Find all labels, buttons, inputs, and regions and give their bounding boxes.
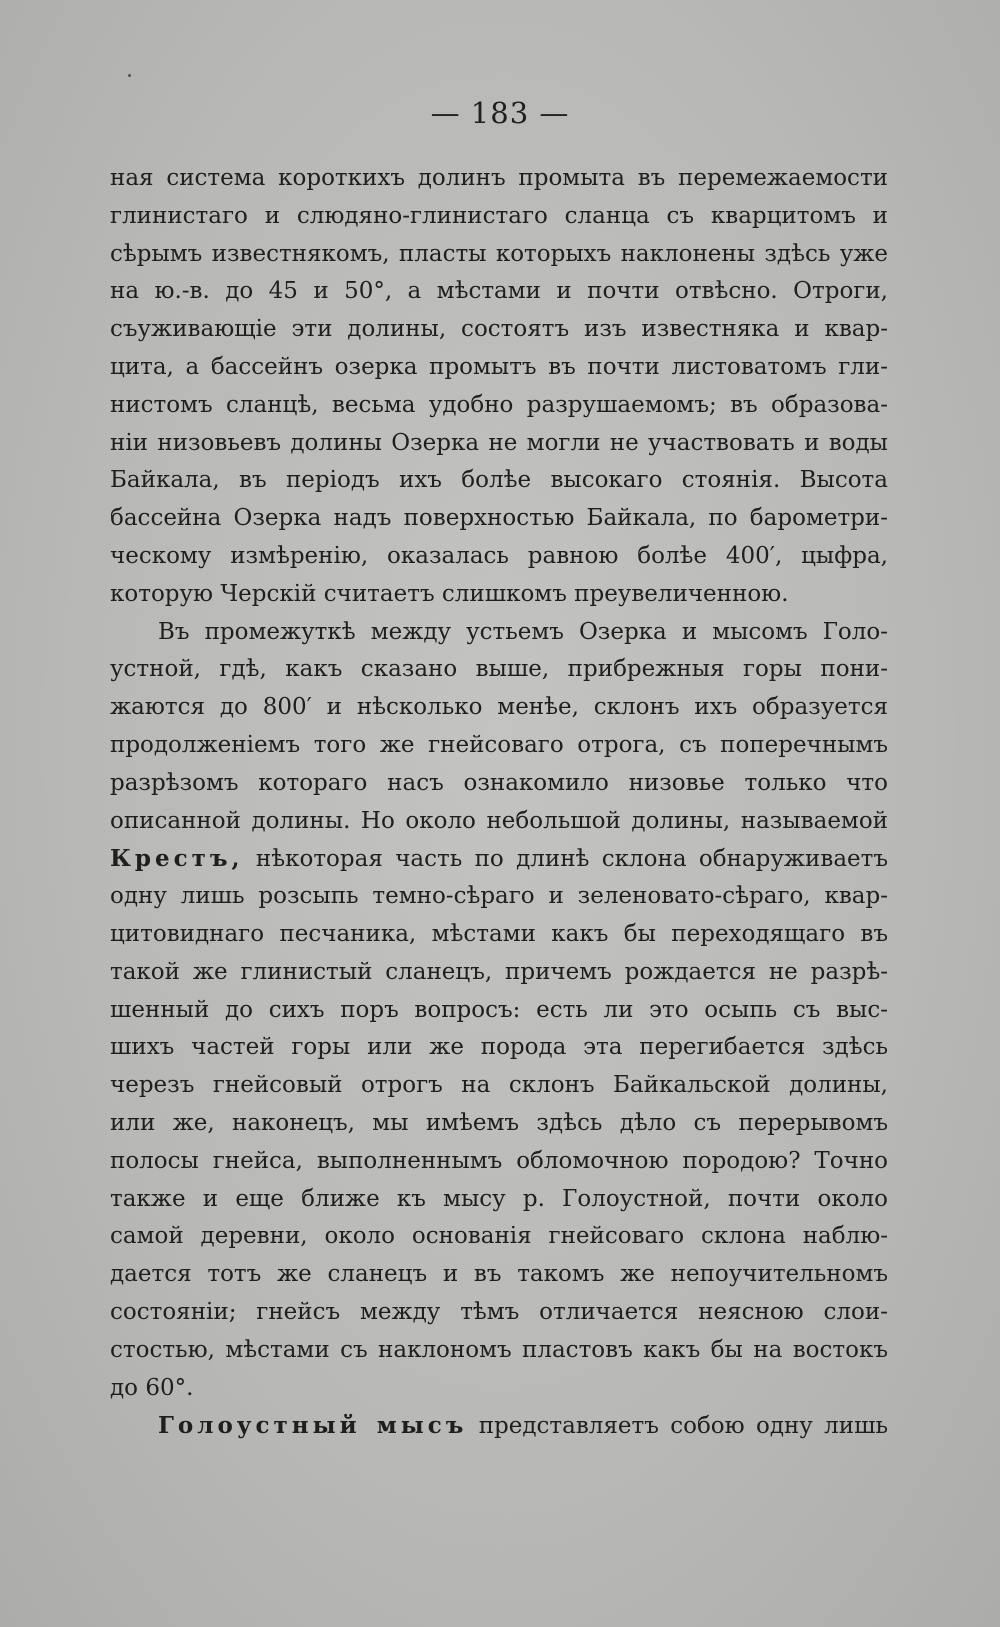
text-line: стостью, мѣстами съ наклономъ пластовъ какъ бы на востокъ (110, 1336, 888, 1363)
spaced-word: Голоустный мысъ (158, 1412, 468, 1440)
page-number: — 183 — (430, 96, 570, 130)
text-line: бассейна Озерка надъ поверхностью Байкала, по барометри- (110, 505, 888, 532)
spaced-word: Крестъ, (110, 845, 244, 873)
text-line: которую Черскій считаетъ слишкомъ преувеличенною. (110, 580, 789, 607)
text-line: описанной долины. Но около небольшой долины, называемой (110, 807, 888, 834)
text-line: продолженіемъ того же гнейсоваго отрога, съ поперечнымъ (110, 731, 888, 758)
text-line: также и еще ближе къ мысу р. Голоустной, почти около (110, 1185, 888, 1212)
text-line: нистомъ сланцѣ, весьма удобно разрушаемомъ; въ образова- (110, 391, 888, 418)
text-line: устной, гдѣ, какъ сказано выше, прибрежныя горы пони- (110, 656, 888, 683)
text-line: ніи низовьевъ долины Озерка не могли не участвовать и воды (110, 429, 888, 456)
text-line: ная система короткихъ долинъ промыта въ перемежаемости (110, 165, 888, 191)
text-line: такой же глинистый сланецъ, причемъ рождается не разрѣ- (110, 958, 888, 985)
text-line: до 60°. (110, 1374, 194, 1401)
text-line: черезъ гнейсовый отрогъ на склонъ Байкальской долины, (110, 1072, 888, 1099)
text-line: Въ промежуткѣ между устьемъ Озерка и мысомъ Голо- (158, 618, 888, 645)
text-line: съуживающіе эти долины, состоятъ изъ известняка и квар- (110, 316, 888, 343)
text-line: разрѣзомъ котораго насъ ознакомило низовье только что (110, 769, 888, 796)
text-line: или же, наконецъ, мы имѣемъ здѣсь дѣло съ перерывомъ (110, 1109, 888, 1136)
text-line: шенный до сихъ поръ вопросъ: есть ли это осыпь съ выс- (110, 996, 888, 1023)
text-line: ческому измѣренію, оказалась равною болѣе 400′, цыфра, (110, 542, 888, 569)
line-rest: нѣкоторая часть по длинѣ склона обнаруживаетъ (255, 846, 888, 873)
text-line: на ю.-в. до 45 и 50°, а мѣстами и почти отвѣсно. Отроги, (110, 278, 888, 305)
text-line: дается тотъ же сланецъ и въ такомъ же непоучительномъ (110, 1261, 888, 1288)
text-line: одну лишь розсыпь темно-сѣраго и зеленовато-сѣраго, квар- (110, 883, 888, 910)
text-line: шихъ частей горы или же порода эта перегибается здѣсь (110, 1034, 888, 1061)
text-line: цитовиднаго песчаника, мѣстами какъ бы переходящаго въ (110, 920, 888, 947)
text-line: жаются до 800′ и нѣсколько менѣе, склонъ ихъ образуется (110, 694, 888, 721)
text-line (110, 1407, 888, 1445)
text-line: сѣрымъ известнякомъ, пласты которыхъ наклонены здѣсь уже (110, 240, 888, 267)
body-text (110, 160, 888, 1445)
text-line (110, 840, 888, 878)
text-line: глинистаго и слюдяно-глинистаго сланца съ кварцитомъ и (110, 202, 888, 229)
text-line: Байкала, въ періодъ ихъ болѣе высокаго стоянія. Высота (110, 467, 888, 494)
scan-speck (128, 74, 131, 77)
text-line: полосы гнейса, выполненнымъ обломочною породою? Точно (110, 1147, 888, 1174)
text-line: самой деревни, около основанія гнейсоваго склона наблю- (110, 1223, 888, 1250)
line-rest: представляетъ собою одну лишь (478, 1413, 888, 1440)
text-line: цита, а бассейнъ озерка промытъ въ почти листоватомъ гли- (110, 353, 888, 380)
text-line: состояніи; гнейсъ между тѣмъ отличается неясною слои- (110, 1298, 888, 1325)
